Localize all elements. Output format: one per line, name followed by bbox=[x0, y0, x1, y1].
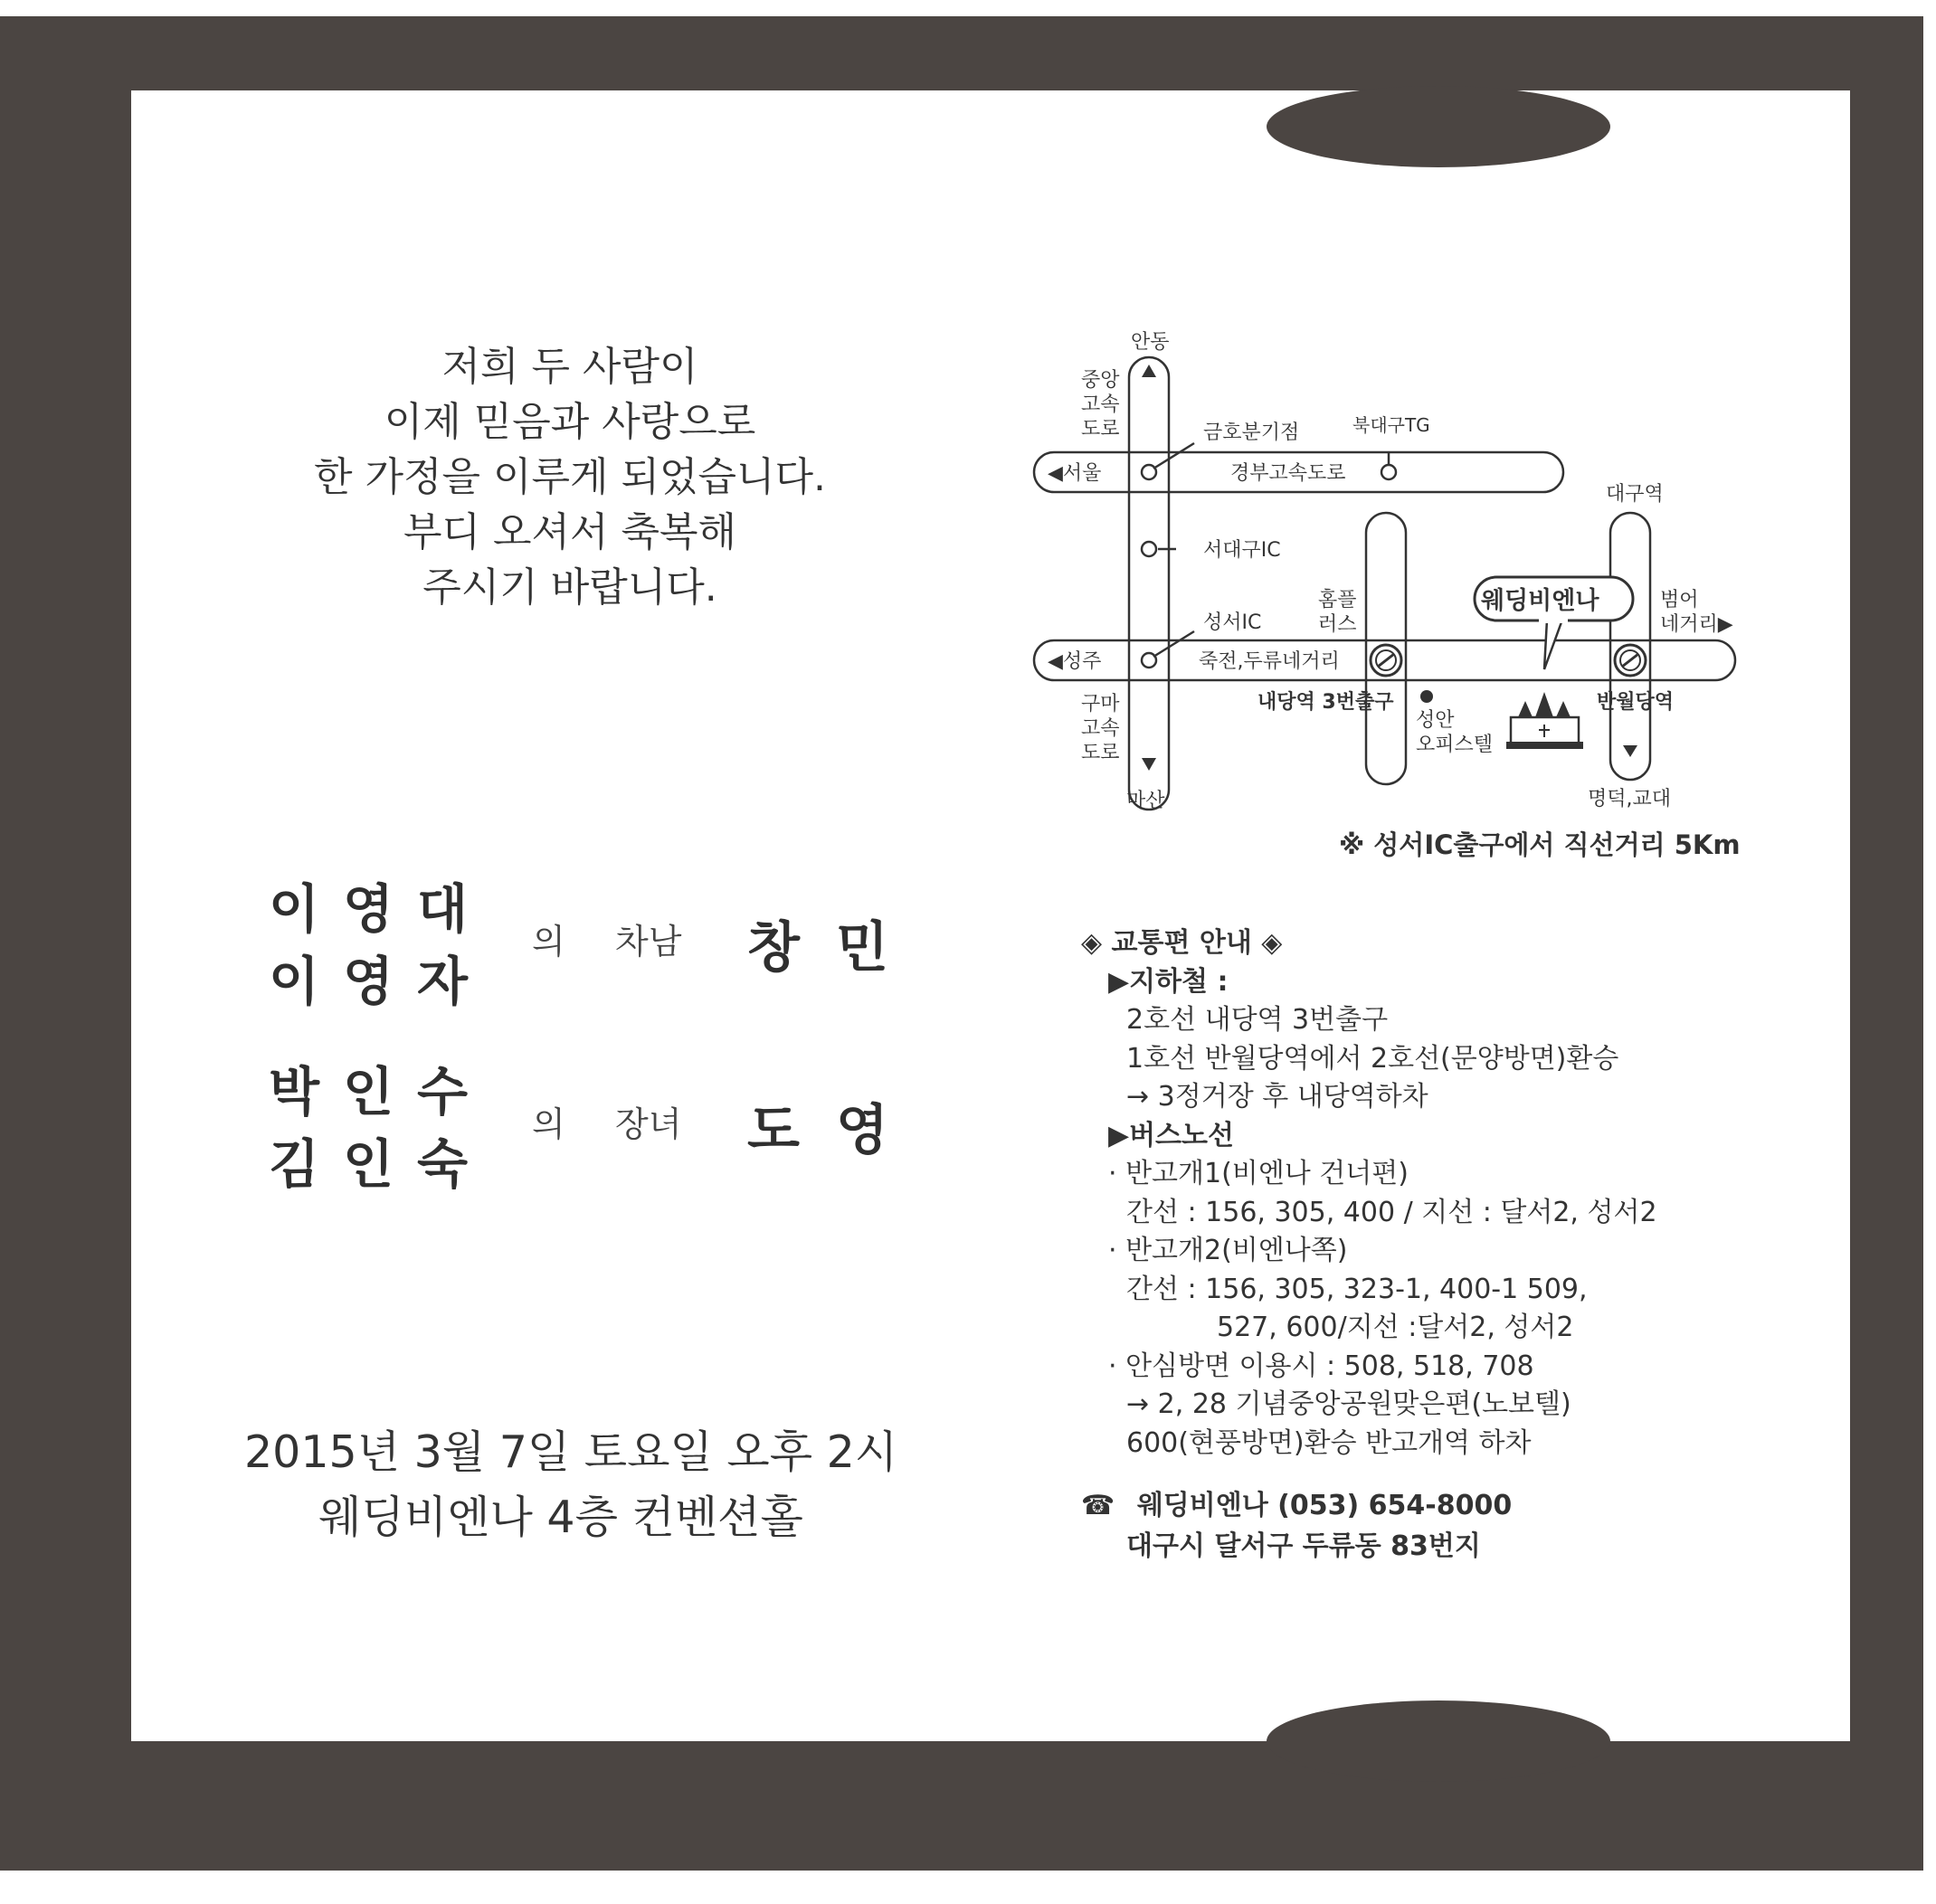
bus-line: → 2, 28 기념중앙공원맞은편(노보텔) bbox=[1126, 1388, 1571, 1420]
map-label-seoul: ◀서울 bbox=[1048, 462, 1102, 485]
subway-line: → 3정거장 후 내당역하차 bbox=[1126, 1081, 1428, 1113]
arrow-down-icon bbox=[1142, 758, 1156, 771]
phone-icon: ☎ bbox=[1081, 1490, 1115, 1521]
groom-name: 창민 bbox=[747, 916, 925, 980]
map-label-jungang: 도로 bbox=[1081, 418, 1120, 440]
greeting-text bbox=[271, 339, 868, 615]
map-label-jungang: 고속 bbox=[1081, 393, 1120, 416]
map-label-beomeo: 범어 bbox=[1660, 589, 1699, 611]
bride-name: 도영 bbox=[747, 1099, 925, 1162]
map-label-seongan: 성안 bbox=[1416, 709, 1455, 732]
contact-address: 대구시 달서구 두류동 83번지 bbox=[1126, 1530, 1481, 1562]
map-label-guma: 구마 bbox=[1081, 693, 1120, 715]
castle-icon bbox=[1506, 692, 1583, 749]
bus-line: 간선 : 156, 305, 323-1, 400-1 509, bbox=[1126, 1273, 1588, 1305]
contact-phone-row bbox=[1081, 1485, 1512, 1526]
greeting-line: 부디 오셔서 축복해 bbox=[403, 509, 736, 555]
event-venue: 웨딩비엔나 4층 컨벤션홀 bbox=[318, 1492, 803, 1543]
map-label-banwoldang: 반월당역 bbox=[1597, 691, 1675, 714]
arrow-up-icon bbox=[1142, 365, 1156, 377]
map-label-jukjeon: 죽전,두류네거리 bbox=[1199, 650, 1340, 673]
map-label-myeongdeok: 명덕,교대 bbox=[1588, 788, 1672, 810]
seodaegu-ic-marker bbox=[1142, 542, 1156, 556]
bride-relation: 장녀 bbox=[615, 1104, 682, 1144]
bukdaegu-tg-marker bbox=[1381, 465, 1396, 479]
greeting-line: 주시기 바랍니다. bbox=[422, 564, 717, 611]
highway-road bbox=[1129, 357, 1169, 810]
map-label-naedang: 내당역 3번출구 bbox=[1257, 691, 1394, 714]
bus-line: · 반고개1(비엔나 건너편) bbox=[1108, 1158, 1409, 1189]
bride-particle: 의 bbox=[532, 1104, 565, 1144]
arrow-down-icon bbox=[1623, 745, 1637, 757]
map-label-daegu-station: 대구역 bbox=[1606, 483, 1664, 506]
naedang-station-icon bbox=[1371, 645, 1401, 676]
map-label-masan: 마산 bbox=[1126, 790, 1165, 812]
subway-line: 1호선 반월당역에서 2호선(문양방면)환승 bbox=[1126, 1042, 1619, 1075]
groom-particle: 의 bbox=[532, 922, 565, 961]
map-label-guma: 도로 bbox=[1081, 742, 1120, 764]
card-notch-bottom bbox=[1267, 1700, 1610, 1782]
map-label-homeplus: 러스 bbox=[1318, 613, 1357, 636]
map-label-bukdaegu: 북대구TG bbox=[1352, 414, 1430, 436]
map-note: ※ 성서IC출구에서 직선거리 5Km bbox=[1339, 829, 1741, 860]
seongan-marker bbox=[1420, 690, 1433, 703]
bus-line: 간선 : 156, 305, 400 / 지선 : 달서2, 성서2 bbox=[1126, 1196, 1657, 1228]
event-datetime: 2015년 3월 7일 토요일 오후 2시 bbox=[244, 1426, 898, 1478]
bus-line: · 반고개2(비엔나쪽) bbox=[1108, 1235, 1348, 1266]
banwoldang-station-icon bbox=[1615, 645, 1646, 676]
location-map bbox=[1027, 321, 1751, 864]
bride-father-name: 박인수 bbox=[269, 1061, 492, 1123]
contact-phone: 웨딩비엔나 (053) 654-8000 bbox=[1136, 1490, 1513, 1521]
map-label-seodaegu: 서대구IC bbox=[1203, 539, 1281, 562]
subway-title: ▶지하철 : bbox=[1108, 965, 1229, 998]
bus-line: 600(현풍방면)환승 반고개역 하차 bbox=[1126, 1426, 1532, 1459]
map-label-jungang: 중앙 bbox=[1081, 369, 1120, 392]
subway-line: 2호선 내당역 3번출구 bbox=[1126, 1004, 1389, 1036]
bus-title: ▶버스노선 bbox=[1108, 1119, 1234, 1151]
transport-info bbox=[1081, 924, 1657, 1463]
map-label-seongju: ◀성주 bbox=[1048, 650, 1102, 673]
groom-relation: 차남 bbox=[615, 922, 682, 961]
greeting-line: 저희 두 사람이 bbox=[441, 344, 698, 390]
map-label-beomeo: 네거리▶ bbox=[1660, 613, 1733, 636]
contact-info bbox=[1081, 1485, 1512, 1567]
groom-mother-name: 이영자 bbox=[269, 951, 492, 1012]
map-label-seongan: 오피스텔 bbox=[1416, 734, 1494, 756]
event-info bbox=[244, 1420, 898, 1550]
map-label-geumho: 금호분기점 bbox=[1203, 422, 1300, 444]
greeting-line: 이제 믿음과 사랑으로 bbox=[384, 399, 756, 445]
greeting-line: 한 가정을 이루게 되었습니다. bbox=[314, 454, 826, 500]
map-label-gyeongbu: 경부고속도로 bbox=[1230, 462, 1346, 485]
bus-line: 527, 600/지선 :달서2, 성서2 bbox=[1217, 1312, 1574, 1343]
map-label-andong: 안동 bbox=[1131, 331, 1170, 354]
map-label-seongseo-ic: 성서IC bbox=[1203, 611, 1262, 634]
card-notch-top bbox=[1267, 86, 1610, 167]
map-label-wedding-vienna: 웨딩비엔나 bbox=[1481, 587, 1599, 615]
map-label-homeplus: 홈플 bbox=[1318, 589, 1357, 611]
bride-mother-name: 김인숙 bbox=[269, 1133, 492, 1195]
transport-title: ◈ 교통편 안내 ◈ bbox=[1081, 927, 1283, 959]
map-label-guma: 고속 bbox=[1081, 717, 1120, 740]
groom-father-name: 이영대 bbox=[269, 878, 492, 940]
bus-line: · 안심방면 이용시 : 508, 518, 708 bbox=[1108, 1350, 1534, 1382]
